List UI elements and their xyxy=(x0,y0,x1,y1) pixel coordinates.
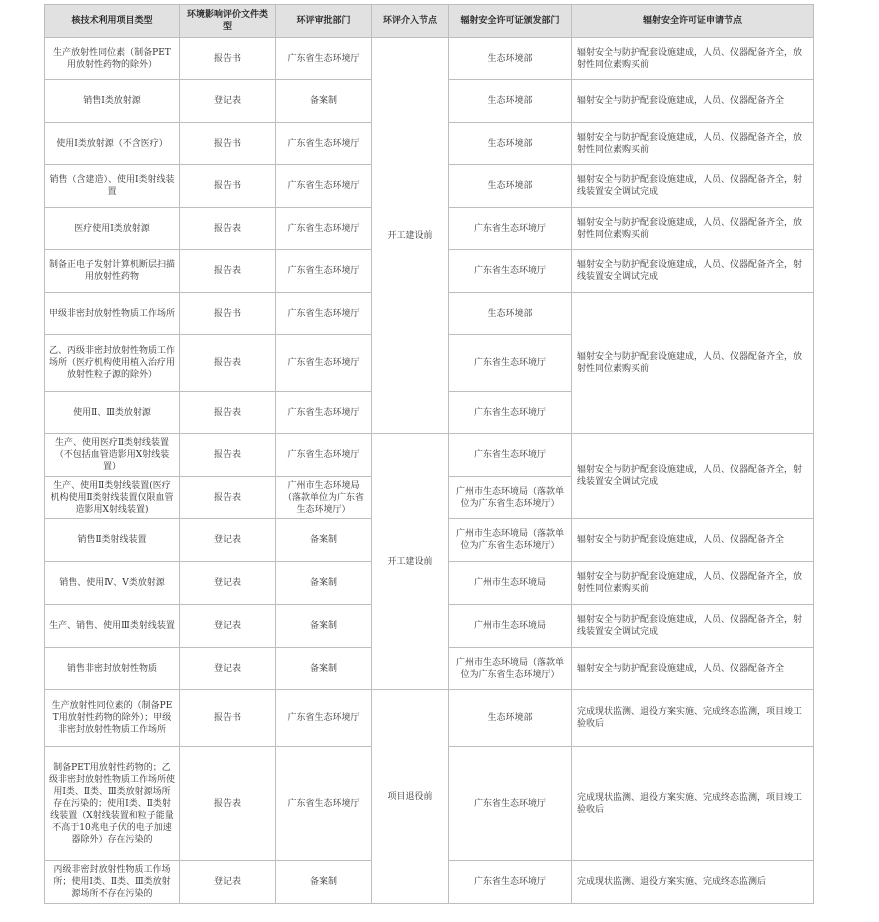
cell-license-node: 辐射安全与防护配套设施建成，人员、仪器配备齐全 xyxy=(572,519,814,562)
cell-document-type: 报告表 xyxy=(180,434,276,477)
cell-license-issuer: 广州市生态环境局 xyxy=(449,605,572,648)
cell-license-issuer: 广州市生态环境局（落款单位为广东省生态环境厅） xyxy=(449,477,572,519)
cell-license-issuer: 生态环境部 xyxy=(449,293,572,335)
table-row xyxy=(45,434,814,477)
cell-document-type: 报告书 xyxy=(180,123,276,165)
table-row xyxy=(45,690,814,747)
cell-license-issuer: 广州市生态环境局（落款单位为广东省生态环境厅） xyxy=(449,648,572,690)
cell-license-issuer: 广东省生态环境厅 xyxy=(449,747,572,861)
cell-eia-stage-merged: 项目退役前 xyxy=(372,690,449,904)
header-eia-document-type: 环境影响评价文件类型 xyxy=(180,5,276,38)
cell-project-type: 销售非密封放射性物质 xyxy=(45,648,180,690)
cell-approval-dept: 广东省生态环境厅 xyxy=(276,165,372,208)
cell-license-node: 辐射安全与防护配套设施建成，人员、仪器配备齐全，射线装置安全调试完成 xyxy=(572,605,814,648)
header-license-issuer: 辐射安全许可证颁发部门 xyxy=(449,5,572,38)
cell-eia-stage-merged: 开工建设前 xyxy=(372,434,449,690)
cell-project-type: 使用Ⅱ、Ⅲ类放射源 xyxy=(45,392,180,434)
cell-project-type: 丙级非密封放射性物质工作场所；使用Ⅰ类、Ⅱ类、Ⅲ类放射源场所不存在污染的 xyxy=(45,861,180,904)
cell-project-type: 生产、销售、使用Ⅲ类射线装置 xyxy=(45,605,180,648)
cell-license-issuer: 生态环境部 xyxy=(449,123,572,165)
cell-approval-dept: 备案制 xyxy=(276,605,372,648)
cell-license-issuer: 广东省生态环境厅 xyxy=(449,861,572,904)
cell-project-type: 销售、使用Ⅳ、Ⅴ类放射源 xyxy=(45,562,180,605)
cell-project-type: 销售Ⅰ类放射源 xyxy=(45,80,180,123)
cell-approval-dept: 广东省生态环境厅 xyxy=(276,434,372,477)
header-license-node: 辐射安全许可证申请节点 xyxy=(572,5,814,38)
cell-license-node: 完成现状监测、退役方案实施、完成终态监测后 xyxy=(572,861,814,904)
cell-approval-dept: 备案制 xyxy=(276,519,372,562)
cell-license-issuer: 生态环境部 xyxy=(449,80,572,123)
cell-document-type: 登记表 xyxy=(180,861,276,904)
cell-license-node: 辐射安全与防护配套设施建成，人员、仪器配备齐全，射线装置安全调试完成 xyxy=(572,165,814,208)
cell-document-type: 报告书 xyxy=(180,690,276,747)
cell-approval-dept: 广东省生态环境厅 xyxy=(276,123,372,165)
cell-project-type: 销售（含建造）、使用Ⅰ类射线装置 xyxy=(45,165,180,208)
cell-document-type: 报告表 xyxy=(180,392,276,434)
cell-license-issuer: 生态环境部 xyxy=(449,165,572,208)
header-project-type: 核技术利用项目类型 xyxy=(45,5,180,38)
cell-project-type: 甲级非密封放射性物质工作场所 xyxy=(45,293,180,335)
cell-eia-stage-merged: 开工建设前 xyxy=(372,38,449,434)
cell-license-node: 辐射安全与防护配套设施建成，人员、仪器配备齐全 xyxy=(572,80,814,123)
cell-project-type: 生产放射性同位素的（制备PET用放射性药物的除外）；甲级非密封放射性物质工作场所 xyxy=(45,690,180,747)
cell-approval-dept: 广东省生态环境厅 xyxy=(276,38,372,80)
cell-document-type: 报告表 xyxy=(180,250,276,293)
cell-license-node: 辐射安全与防护配套设施建成，人员、仪器配备齐全，放射性同位素购买前 xyxy=(572,38,814,80)
cell-license-node-merged: 辐射安全与防护配套设施建成，人员、仪器配备齐全，放射性同位素购买前 xyxy=(572,293,814,434)
table-row xyxy=(45,38,814,80)
cell-document-type: 登记表 xyxy=(180,80,276,123)
cell-license-issuer: 广东省生态环境厅 xyxy=(449,434,572,477)
cell-approval-dept: 备案制 xyxy=(276,648,372,690)
cell-license-issuer: 广东省生态环境厅 xyxy=(449,335,572,392)
cell-license-issuer: 广东省生态环境厅 xyxy=(449,392,572,434)
cell-license-node: 完成现状监测、退役方案实施、完成终态监测，项目竣工验收后 xyxy=(572,747,814,861)
cell-project-type: 使用Ⅰ类放射源（不含医疗） xyxy=(45,123,180,165)
cell-document-type: 登记表 xyxy=(180,648,276,690)
header-eia-approval-dept: 环评审批部门 xyxy=(276,5,372,38)
cell-approval-dept: 广东省生态环境厅 xyxy=(276,392,372,434)
cell-approval-dept: 广东省生态环境厅 xyxy=(276,208,372,250)
cell-approval-dept: 广东省生态环境厅 xyxy=(276,335,372,392)
cell-license-node: 辐射安全与防护配套设施建成，人员、仪器配备齐全，放射性同位素购买前 xyxy=(572,123,814,165)
cell-document-type: 报告书 xyxy=(180,165,276,208)
cell-license-issuer: 广州市生态环境局（落款单位为广东省生态环境厅） xyxy=(449,519,572,562)
cell-document-type: 报告表 xyxy=(180,335,276,392)
cell-license-node: 辐射安全与防护配套设施建成，人员、仪器配备齐全，射线装置安全调试完成 xyxy=(572,250,814,293)
cell-document-type: 报告表 xyxy=(180,208,276,250)
cell-approval-dept: 广东省生态环境厅 xyxy=(276,250,372,293)
cell-project-type: 医疗使用Ⅰ类放射源 xyxy=(45,208,180,250)
cell-license-issuer: 生态环境部 xyxy=(449,690,572,747)
cell-document-type: 报告书 xyxy=(180,293,276,335)
cell-project-type: 销售Ⅱ类射线装置 xyxy=(45,519,180,562)
cell-approval-dept: 广东省生态环境厅 xyxy=(276,690,372,747)
cell-project-type: 制备PET用放射性药物的；乙级非密封放射性物质工作场所使用Ⅰ类、Ⅱ类、Ⅲ类放射源场所存在污染的；使用Ⅰ类、Ⅱ类射线装置（X射线装置和粒子能量不高于10兆电子伏的电子加速器除外）存在污染的 xyxy=(45,747,180,861)
cell-license-node: 辐射安全与防护配套设施建成，人员、仪器配备齐全，放射性同位素购买前 xyxy=(572,208,814,250)
cell-document-type: 报告表 xyxy=(180,747,276,861)
cell-approval-dept: 广州市生态环境局（落款单位为广东省生态环境厅） xyxy=(276,477,372,519)
cell-project-type: 制备正电子发射计算机断层扫描用放射性药物 xyxy=(45,250,180,293)
cell-document-type: 登记表 xyxy=(180,519,276,562)
cell-approval-dept: 备案制 xyxy=(276,562,372,605)
cell-project-type: 生产、使用医疗Ⅱ类射线装置（不包括血管造影用X射线装置） xyxy=(45,434,180,477)
regulation-table xyxy=(44,4,814,904)
cell-license-node: 辐射安全与防护配套设施建成，人员、仪器配备齐全，放射性同位素购买前 xyxy=(572,562,814,605)
header-row xyxy=(45,5,814,38)
cell-license-issuer: 广东省生态环境厅 xyxy=(449,208,572,250)
cell-project-type: 生产、使用Ⅱ类射线装置(医疗机构使用Ⅱ类射线装置仅限血管造影用X射线装置) xyxy=(45,477,180,519)
cell-document-type: 登记表 xyxy=(180,562,276,605)
cell-project-type: 乙、丙级非密封放射性物质工作场所（医疗机构使用植入治疗用放射性粒子源的除外） xyxy=(45,335,180,392)
cell-approval-dept: 广东省生态环境厅 xyxy=(276,747,372,861)
cell-license-issuer: 广东省生态环境厅 xyxy=(449,250,572,293)
cell-license-node-merged: 辐射安全与防护配套设施建成，人员、仪器配备齐全，射线装置安全调试完成 xyxy=(572,434,814,519)
cell-license-node: 辐射安全与防护配套设施建成，人员、仪器配备齐全 xyxy=(572,648,814,690)
cell-document-type: 报告表 xyxy=(180,477,276,519)
cell-license-issuer: 生态环境部 xyxy=(449,38,572,80)
cell-license-issuer: 广州市生态环境局 xyxy=(449,562,572,605)
cell-document-type: 登记表 xyxy=(180,605,276,648)
cell-approval-dept: 广东省生态环境厅 xyxy=(276,293,372,335)
cell-approval-dept: 备案制 xyxy=(276,861,372,904)
header-eia-stage: 环评介入节点 xyxy=(372,5,449,38)
cell-document-type: 报告书 xyxy=(180,38,276,80)
cell-project-type: 生产放射性同位素（制备PET用放射性药物的除外） xyxy=(45,38,180,80)
cell-license-node: 完成现状监测、退役方案实施、完成终态监测，项目竣工验收后 xyxy=(572,690,814,747)
cell-approval-dept: 备案制 xyxy=(276,80,372,123)
